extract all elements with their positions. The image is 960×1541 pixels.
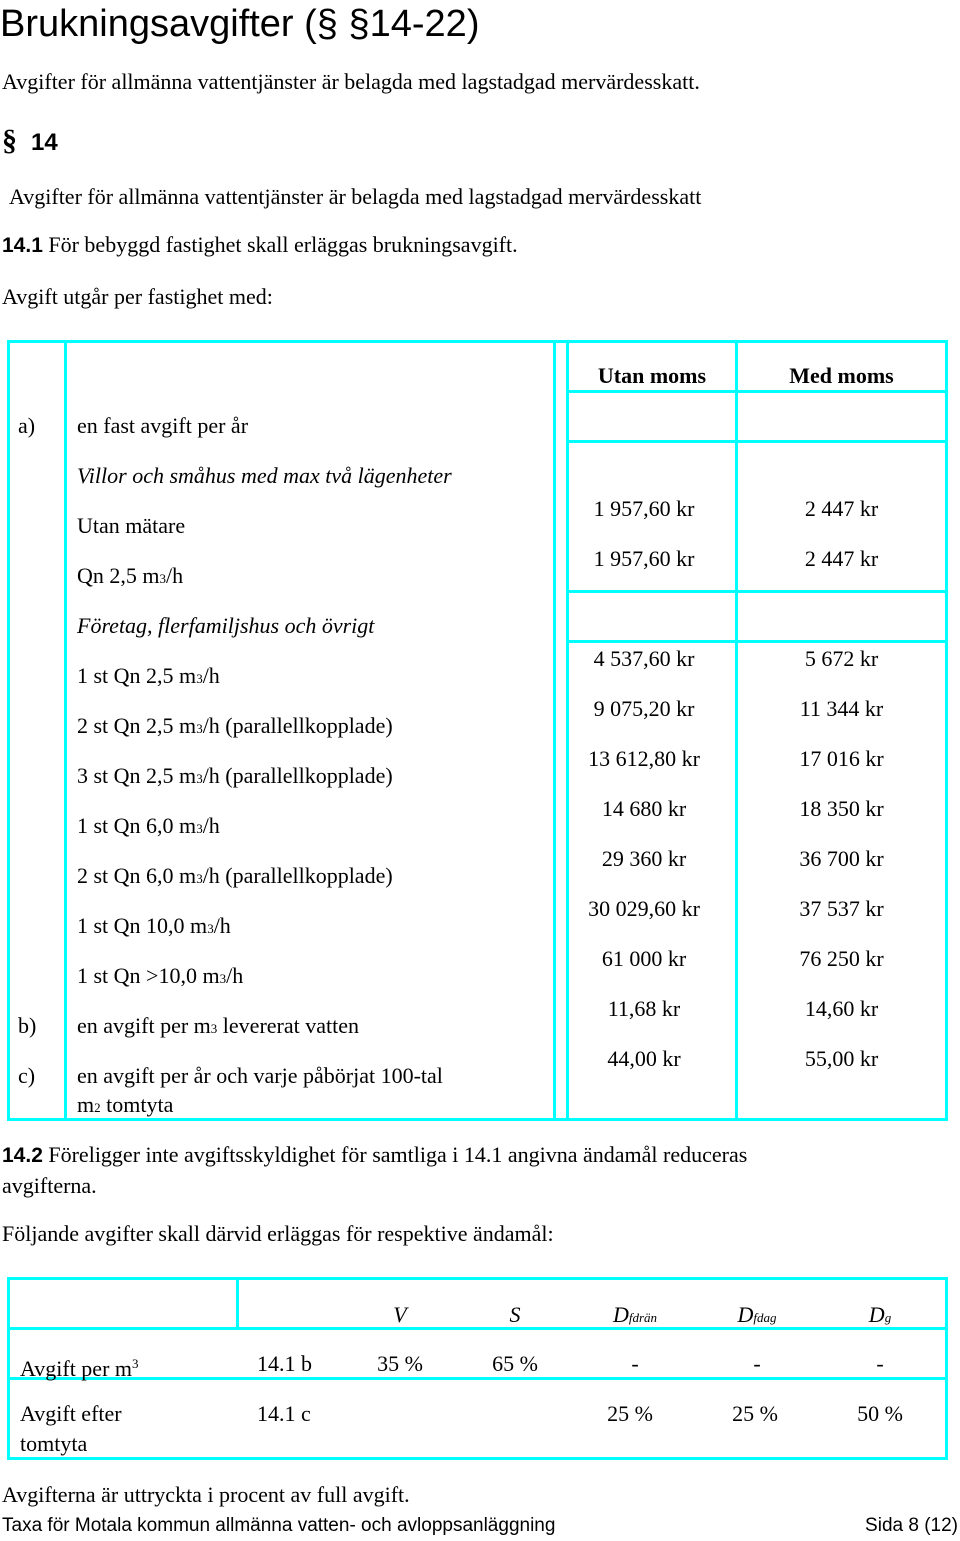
table-row-label: 2 st Qn 6,0 m3/h (parallellkopplade) [77,863,393,888]
table-row-label: Utan mätare [77,513,186,538]
table-cell-med: 14,60 kr [804,996,879,1021]
table-cell-dg: - [876,1351,884,1376]
column-header-dg: Dg [868,1302,892,1327]
row-label-avgift-per-m3: Avgift per $m^3$ [20,1356,139,1381]
table-cell-utan: 1 957,60 kr [593,496,695,521]
row-label-b: b) [18,1013,37,1038]
row-label-avgift-efter: Avgift efter [20,1401,122,1426]
table-border [566,640,948,643]
paragraph-14-2-text: Föreligger inte avgiftsskyldighet för samtliga i 14.1 angivna ändamål reduceras [42,1142,748,1167]
column-header-utan-moms: Utan moms [597,363,707,388]
paragraph-14-1-sub: Avgift utgår per fastighet med: [2,284,273,309]
column-header-v: V [393,1302,407,1327]
table-cell-med: 2 447 kr [804,496,879,521]
paragraph-14-1-number: 14.1 [2,234,43,257]
table-border [7,1277,948,1280]
table-border [566,440,948,443]
table-cell-med: 18 350 kr [799,796,884,821]
intro-text: Avgifter för allmänna vattentjänster är belagda med lagstadgad mervärdesskatt. [2,69,700,94]
table-cell-med: 37 537 kr [799,896,884,921]
table-row-label: 1 st Qn 10,0 m3/h [77,913,231,938]
table-cell-utan: 13 612,80 kr [588,746,700,771]
table-border [945,1277,948,1460]
paragraph-14-2-number: 14.2 [2,1144,43,1167]
table-cell-dfdag: - [753,1351,761,1376]
table-cell-v: 35 % [377,1351,423,1376]
table-row-label: 1 st Qn >10,0 m3/h [77,963,244,988]
paragraph-14-1-text: För bebyggd fastighet skall erläggas brukningsavgift. [42,232,518,257]
paragraph-14-1 [2,232,518,259]
row-text-a: en fast avgift per år [77,413,249,438]
group-heading-villor: Villor och småhus med max två lägenheter [77,463,452,488]
table-row-label: 1 st Qn 2,5 m3/h [77,663,220,688]
row-label-tomtyta: tomtyta [20,1431,88,1456]
table-cell-utan: 4 537,60 kr [593,646,695,671]
table-border [7,340,948,343]
row-ref: 14.1 b [257,1351,312,1376]
table-row-label: 2 st Qn 2,5 m3/h (parallellkopplade) [77,713,393,738]
row-text-b: en avgift per m3 levererat vatten [77,1013,359,1038]
paragraph-following: Följande avgifter skall därvid erläggas för respektive ändamål: [2,1221,554,1246]
table-cell-s: 65 % [492,1351,538,1376]
table-border [566,390,948,393]
table-cell-med: 76 250 kr [799,946,884,971]
table-row-label: 3 st Qn 2,5 m3/h (parallellkopplade) [77,763,393,788]
table-cell-dfdran: - [631,1351,639,1376]
table-border [7,1457,948,1460]
table-cell-utan: 1 957,60 kr [593,546,695,571]
section-number: 14 [31,129,58,156]
table-border [945,340,948,1121]
column-header-dfdag: Dfdag [737,1302,777,1327]
page-title: Brukningsavgifter (§ §14-22) [0,3,480,45]
table-cell-med: 55,00 kr [804,1046,879,1071]
row-ref: 14.1 c [257,1401,311,1426]
table-cell-dfdran: 25 % [607,1401,653,1426]
table-border [566,590,948,593]
table-row-label: 1 st Qn 6,0 m3/h [77,813,220,838]
column-header-s: S [509,1302,521,1327]
table-cell-dfdag: 25 % [732,1401,778,1426]
section-heading [2,124,58,158]
table-cell-utan: 9 075,20 kr [593,696,695,721]
row-label-c: c) [18,1063,36,1088]
section-symbol: § [2,124,17,157]
table-border [236,1277,239,1330]
column-header-dfdran: Dfdrän [612,1302,658,1327]
paragraph-14-2 [2,1142,747,1169]
table-cell-med: 11 344 kr [799,696,884,721]
note-text: Avgifterna är uttryckta i procent av full avgift. [2,1482,410,1507]
table-cell-med: 2 447 kr [804,546,879,571]
table-cell-utan: 11,68 kr [607,996,681,1021]
table-cell-dg: 50 % [857,1401,903,1426]
table-cell-med: 5 672 kr [804,646,879,671]
table-cell-utan: 29 360 kr [601,846,687,871]
section-text: Avgifter för allmänna vattentjänster är belagda med lagstadgad mervärdesskatt [9,184,702,209]
table-border [7,340,10,1121]
row-text-c-line2: m2 tomtyta [77,1092,174,1117]
column-header-med-moms: Med moms [789,363,894,388]
table-cell-med: 36 700 kr [799,846,884,871]
table-border [7,1377,948,1380]
table-cell-utan: 30 029,60 kr [588,896,700,921]
table-row-label: Qn 2,5 m3/h [77,563,184,588]
paragraph-14-2-cont: avgifterna. [2,1173,97,1198]
table-cell-utan: 61 000 kr [601,946,687,971]
group-heading-foretag: Företag, flerfamiljshus och övrigt [77,613,375,638]
row-text-c: en avgift per år och varje påbörjat 100-tal [77,1063,443,1088]
table-cell-med: 17 016 kr [799,746,884,771]
table-cell-utan: 44,00 kr [607,1046,681,1071]
table-border [553,340,556,1121]
table-border [64,340,67,1121]
row-label-a: a) [18,413,36,438]
footer-left: Taxa för Motala kommun allmänna vatten- och avloppsanläggning [2,1515,556,1536]
table-cell-utan: 14 680 kr [601,796,687,821]
footer-page-number: Sida 8 (12) [865,1515,958,1536]
table-border [7,1277,10,1460]
